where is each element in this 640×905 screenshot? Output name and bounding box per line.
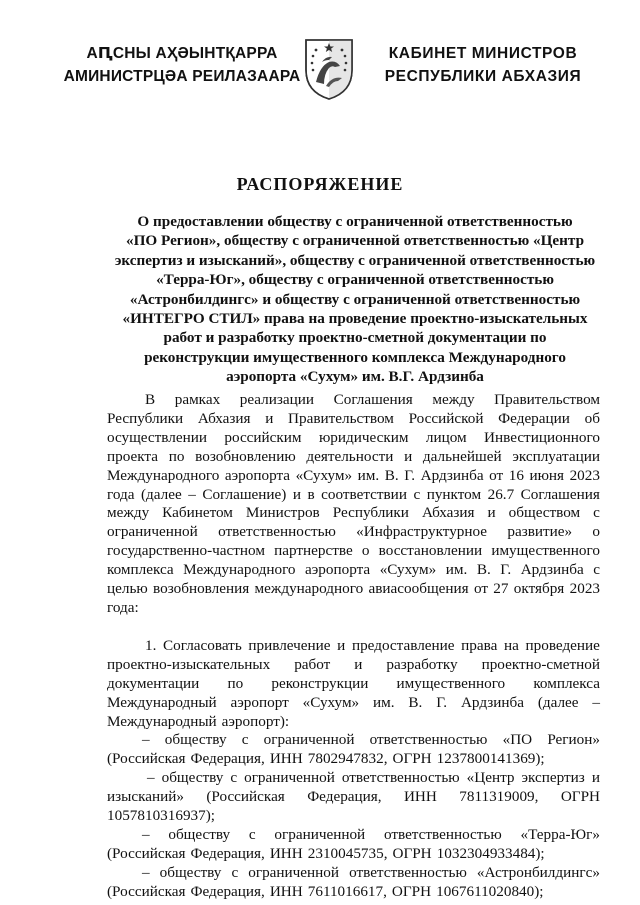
word: ОГРН	[391, 882, 432, 900]
subject-line: «Астронбилдингс» и обществу с ограниченной ответственностью	[129, 290, 581, 308]
word: –	[147, 769, 155, 787]
company-item	[107, 864, 600, 902]
word: аэропорт):	[221, 712, 290, 730]
word: соответствии	[321, 485, 407, 503]
word: Российской	[408, 409, 484, 427]
body-line	[107, 410, 600, 429]
word: ответственностью	[341, 769, 460, 787]
word: возобновлению	[195, 447, 296, 465]
word: Международный	[107, 693, 217, 711]
body-line	[107, 561, 600, 580]
subject-line: экспертиз и изысканий», обществу с ограниченной ответственностью	[114, 251, 596, 269]
body-line	[107, 656, 600, 675]
word: и	[354, 655, 363, 673]
item-1-paragraph	[107, 637, 600, 732]
company-list	[107, 731, 600, 901]
company-item	[107, 769, 600, 826]
body-line	[107, 467, 600, 486]
company-item	[107, 731, 600, 769]
word: Ардзинба	[460, 693, 524, 711]
preamble-paragraph	[107, 391, 600, 618]
header-left-line: АМИНИСТРЦӘА РЕИЛАЗААРА	[63, 68, 301, 85]
word: ИНН	[269, 750, 303, 768]
word: В.	[476, 561, 491, 579]
word: года	[107, 485, 135, 503]
word: работ	[294, 655, 331, 673]
word: 27	[493, 580, 509, 598]
body-line	[107, 845, 600, 864]
subject-line: «ИНТЕГРО СТИЛ» права на проведение проектно-изыскательных	[122, 310, 588, 328]
word: и	[337, 636, 346, 654]
word: эксплуатации	[512, 447, 600, 465]
header-right-russian	[372, 42, 594, 88]
word: Г.	[500, 561, 512, 579]
word: между	[107, 504, 150, 522]
word: Министров	[245, 504, 320, 522]
word: с	[593, 561, 600, 579]
word: Республики	[332, 504, 409, 522]
word: Соглашения	[520, 485, 600, 503]
word: ОГРН	[560, 788, 600, 806]
document-body	[107, 391, 600, 902]
word: об	[584, 409, 600, 427]
word: с	[230, 769, 238, 787]
word: проекта	[107, 447, 158, 465]
body-line	[107, 637, 600, 656]
word: и	[404, 447, 413, 465]
word: рамках	[174, 391, 221, 408]
subject-line: реконструкции имущественного комплекса Международного	[144, 348, 566, 366]
body-line	[107, 807, 600, 826]
body-line	[107, 731, 600, 750]
word: и	[265, 409, 274, 427]
word: «Инфраструктурное	[356, 523, 488, 541]
word: от	[473, 580, 488, 598]
word: «Терра-Юг»	[520, 825, 600, 843]
word: ограниченной	[248, 863, 340, 881]
body-line	[107, 504, 600, 523]
word: ИНН	[269, 844, 303, 862]
word: экспертиз	[521, 769, 585, 787]
company-item	[107, 826, 600, 864]
word: с	[413, 485, 421, 503]
word: аэропорта	[224, 466, 291, 484]
word: Соглашение)	[202, 485, 287, 503]
word: ответственностью	[349, 863, 467, 881]
word: между	[432, 391, 475, 408]
word: Федерация,	[190, 882, 265, 900]
word: о	[592, 523, 600, 541]
word: обществу	[164, 731, 227, 749]
subject-line: работ и разработку проектно-сметной документации по	[163, 329, 547, 347]
word: Международного	[107, 466, 220, 484]
word: Соглашения	[333, 391, 413, 408]
word: 1057810316937);	[107, 807, 215, 825]
word: авиасообщения	[368, 580, 469, 598]
word: возобновления	[153, 580, 250, 598]
word: проектно-изыскательных	[107, 655, 271, 673]
word: Федерация,	[190, 750, 265, 768]
word: Г.	[404, 466, 416, 484]
word: (Российская	[107, 844, 186, 862]
word: года:	[107, 598, 139, 616]
word: документации	[107, 674, 200, 692]
word: разработку	[386, 655, 458, 673]
subject-line: «Терра-Юг», обществу с ограниченной ответственностью	[156, 271, 554, 289]
word: В.	[408, 693, 423, 711]
word: о	[361, 542, 370, 560]
word: обществом	[508, 504, 581, 522]
word: Правительством	[494, 391, 600, 408]
word: Кабинетом	[162, 504, 233, 522]
word: имущественного	[396, 674, 506, 692]
word: по	[227, 674, 244, 692]
word: ограниченной	[274, 825, 366, 843]
word: Республики	[107, 409, 184, 427]
word: от	[489, 466, 504, 484]
body-line	[107, 580, 600, 599]
header-right-line: КАБИНЕТ МИНИСТРОВ	[388, 45, 578, 62]
body-line	[107, 750, 600, 769]
word: и	[487, 504, 496, 522]
word: Абхазия	[421, 504, 475, 522]
word: Согласовать	[163, 636, 242, 654]
word: права	[461, 636, 498, 654]
word: 1067611020840);	[436, 882, 544, 900]
body-line	[107, 523, 600, 542]
word: 2310045735,	[307, 844, 388, 862]
word: (Российская	[206, 788, 285, 806]
word: ответственностью	[369, 731, 488, 749]
word: 1237800141369);	[436, 750, 545, 768]
word: Абхазия	[197, 409, 251, 427]
header-left-line: АԤСНЫ АҲӘЫНТҚАРРА	[86, 45, 278, 62]
body-line	[107, 883, 600, 902]
word: Международного	[183, 561, 296, 579]
word: лицом	[425, 428, 467, 446]
word: ограниченной	[263, 731, 355, 749]
word: Регион»	[547, 731, 600, 749]
body-line	[107, 599, 600, 618]
word: Ардзинба	[520, 561, 584, 579]
word: обществу	[161, 769, 224, 787]
word: государственно-частном	[107, 542, 265, 560]
word: (далее	[140, 485, 182, 503]
body-line	[107, 542, 600, 561]
word: международного	[254, 580, 364, 598]
word: (Российская	[107, 750, 186, 768]
body-line	[107, 769, 600, 788]
word: изысканий»	[107, 788, 184, 806]
word: партнерстве	[274, 542, 353, 560]
subject-line: аэропорта «Сухум» им. В.Г. Ардзинба	[226, 368, 484, 386]
document-title: РАСПОРЯЖЕНИЕ	[236, 174, 404, 194]
word: обществу	[168, 825, 231, 843]
word: Федерации	[498, 409, 570, 427]
word: и	[591, 769, 600, 787]
word: осуществлении	[107, 428, 207, 446]
word: В.	[384, 466, 399, 484]
word: по	[168, 447, 185, 465]
word: пунктом	[426, 485, 482, 503]
word: –	[142, 863, 150, 881]
word: ответственностью	[383, 825, 502, 843]
word: привлечение	[248, 636, 331, 654]
word: комплекса	[107, 561, 174, 579]
word: ИНН	[269, 882, 303, 900]
word: в	[307, 485, 315, 503]
word: реализации	[239, 391, 314, 408]
subject-line: О предоставлении обществу с ограниченной ответственностью	[137, 213, 573, 230]
word: реконструкции	[271, 674, 369, 692]
word: –	[142, 825, 150, 843]
word: октября	[513, 580, 565, 598]
word: Инвестиционного	[484, 428, 600, 446]
word: имущественного	[491, 542, 600, 560]
word: –	[142, 731, 150, 749]
word: развитие»	[507, 523, 573, 541]
word: российским	[224, 428, 302, 446]
word: предоставление	[351, 636, 455, 654]
word: с	[241, 731, 249, 749]
body-line	[107, 391, 600, 410]
word: юридическим	[318, 428, 409, 446]
word: им.	[445, 561, 468, 579]
word: Правительством	[288, 409, 394, 427]
word: Г.	[436, 693, 448, 711]
word: 16	[508, 466, 524, 484]
word: им.	[357, 466, 380, 484]
word: В	[145, 391, 156, 408]
word: проведение	[525, 636, 600, 654]
word: «Сухум»	[302, 693, 360, 711]
word: комплекса	[533, 674, 600, 692]
word: «ПО	[502, 731, 533, 749]
word: аэропорт	[230, 693, 289, 711]
body-line	[107, 826, 600, 845]
word: Ардзинба	[420, 466, 484, 484]
word: ответственностью	[218, 523, 336, 541]
word: 2023	[569, 466, 600, 484]
word: дальнейшей	[422, 447, 502, 465]
word: 1032304933484);	[436, 844, 545, 862]
document-subject	[100, 212, 610, 387]
word: им.	[373, 693, 395, 711]
word: ограниченной	[244, 769, 335, 787]
word: обществу	[159, 863, 222, 881]
body-line	[107, 788, 600, 807]
word: аэропорта	[305, 561, 371, 579]
word: 26.7	[487, 485, 515, 503]
word: –	[188, 485, 196, 503]
body-line	[107, 486, 600, 505]
word: (далее	[537, 693, 579, 711]
word: ограниченной	[107, 523, 198, 541]
word: Федерация,	[307, 788, 382, 806]
word: восстановлении	[378, 542, 483, 560]
word: Международный	[107, 712, 217, 730]
word: и	[292, 485, 301, 503]
word: ИНН	[403, 788, 437, 806]
word: «Астронбилдингс»	[476, 863, 600, 881]
word: 7811319009,	[459, 788, 539, 806]
word: ОГРН	[392, 750, 432, 768]
body-line	[107, 675, 600, 694]
word: на	[503, 636, 519, 654]
word: 2023	[569, 580, 600, 598]
word: Федерация,	[190, 844, 265, 862]
body-line	[107, 429, 600, 448]
word: (Российская	[107, 882, 186, 900]
header-right-line: РЕСПУБЛИКИ АБХАЗИЯ	[384, 68, 582, 85]
word: «Сухум»	[379, 561, 437, 579]
word: «Центр	[466, 769, 515, 787]
word: «Сухум»	[295, 466, 353, 484]
body-line	[107, 448, 600, 467]
header-left-abkhaz	[62, 42, 302, 88]
word: проектно-сметной	[481, 655, 600, 673]
word: с	[593, 504, 600, 522]
word: целью	[107, 580, 148, 598]
word: 1.	[145, 636, 157, 654]
word: июня	[529, 466, 565, 484]
word: ОГРН	[392, 844, 432, 862]
body-line	[107, 694, 600, 713]
word: 7611016617,	[307, 882, 387, 900]
body-line	[107, 713, 600, 732]
abkhazia-coat-of-arms-icon	[302, 36, 356, 102]
word: 7802947832,	[307, 750, 388, 768]
body-line	[107, 864, 600, 883]
word: –	[592, 693, 600, 711]
word: с	[231, 863, 239, 881]
subject-line: «ПО Регион», обществу с ограниченной ответственностью «Центр	[125, 232, 585, 250]
word: деятельности	[306, 447, 394, 465]
word: с	[248, 825, 256, 843]
